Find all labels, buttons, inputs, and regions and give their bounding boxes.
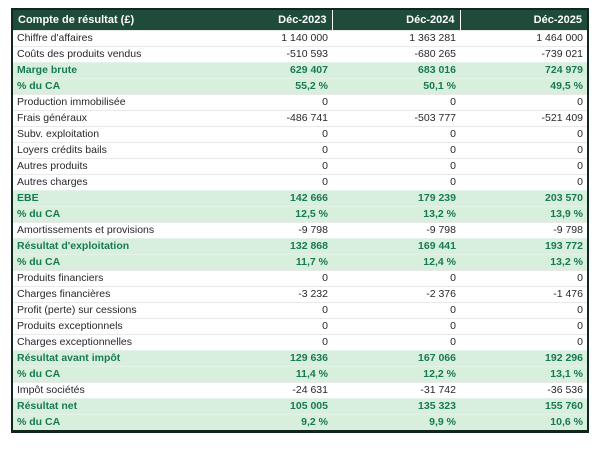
table-row bbox=[12, 94, 588, 110]
row-value: 0 bbox=[460, 142, 588, 158]
row-value: 0 bbox=[460, 302, 588, 318]
table-row bbox=[12, 126, 588, 142]
row-value: 0 bbox=[460, 174, 588, 190]
row-value: 169 441 bbox=[332, 238, 460, 254]
row-value: -510 593 bbox=[204, 46, 332, 62]
row-value: 12,4 % bbox=[332, 254, 460, 270]
row-label: % du CA bbox=[12, 78, 204, 94]
row-value: 0 bbox=[332, 94, 460, 110]
row-value: 0 bbox=[460, 126, 588, 142]
row-label: % du CA bbox=[12, 366, 204, 382]
row-label: Résultat net bbox=[12, 398, 204, 414]
row-value: 12,5 % bbox=[204, 206, 332, 222]
row-label: Autres produits bbox=[12, 158, 204, 174]
row-value: 0 bbox=[204, 158, 332, 174]
row-value: 0 bbox=[460, 334, 588, 350]
table-row bbox=[12, 78, 588, 94]
row-label: Marge brute bbox=[12, 62, 204, 78]
table-row bbox=[12, 334, 588, 350]
row-label: Résultat d'exploitation bbox=[12, 238, 204, 254]
row-value: -24 631 bbox=[204, 382, 332, 398]
row-value: 105 005 bbox=[204, 398, 332, 414]
table-row bbox=[12, 270, 588, 286]
table-row bbox=[12, 414, 588, 431]
row-label: Charges financières bbox=[12, 286, 204, 302]
row-label: Amortissements et provisions bbox=[12, 222, 204, 238]
row-value: 55,2 % bbox=[204, 78, 332, 94]
table-row bbox=[12, 174, 588, 190]
row-label: Profit (perte) sur cessions bbox=[12, 302, 204, 318]
table-row bbox=[12, 302, 588, 318]
row-value: -9 798 bbox=[204, 222, 332, 238]
row-label: % du CA bbox=[12, 254, 204, 270]
row-value: -486 741 bbox=[204, 110, 332, 126]
row-value: 132 868 bbox=[204, 238, 332, 254]
row-value: 13,9 % bbox=[460, 206, 588, 222]
table-row bbox=[12, 238, 588, 254]
row-label: Impôt sociétés bbox=[12, 382, 204, 398]
header-row bbox=[12, 9, 588, 30]
row-value: 9,2 % bbox=[204, 414, 332, 431]
row-value: 0 bbox=[204, 174, 332, 190]
row-value: 193 772 bbox=[460, 238, 588, 254]
row-value: -739 021 bbox=[460, 46, 588, 62]
row-value: 0 bbox=[332, 158, 460, 174]
row-value: 49,5 % bbox=[460, 78, 588, 94]
table-row bbox=[12, 398, 588, 414]
row-value: 0 bbox=[204, 318, 332, 334]
row-value: -9 798 bbox=[332, 222, 460, 238]
row-value: -521 409 bbox=[460, 110, 588, 126]
row-label: Frais généraux bbox=[12, 110, 204, 126]
row-value: 192 296 bbox=[460, 350, 588, 366]
table-title: Compte de résultat (£) bbox=[12, 9, 204, 30]
table-row bbox=[12, 286, 588, 302]
row-label: Autres charges bbox=[12, 174, 204, 190]
table-row bbox=[12, 110, 588, 126]
row-label: % du CA bbox=[12, 414, 204, 431]
table-row bbox=[12, 142, 588, 158]
column-header-dec-2024: Déc-2024 bbox=[332, 9, 460, 30]
row-value: 155 760 bbox=[460, 398, 588, 414]
row-value: 50,1 % bbox=[332, 78, 460, 94]
row-value: 1 363 281 bbox=[332, 30, 460, 46]
table-row bbox=[12, 222, 588, 238]
table-row bbox=[12, 318, 588, 334]
row-label: Produits financiers bbox=[12, 270, 204, 286]
row-label: Chiffre d'affaires bbox=[12, 30, 204, 46]
row-value: 724 979 bbox=[460, 62, 588, 78]
row-value: 12,2 % bbox=[332, 366, 460, 382]
row-value: 0 bbox=[204, 334, 332, 350]
table-row bbox=[12, 30, 588, 46]
table-row bbox=[12, 254, 588, 270]
row-label: Coûts des produits vendus bbox=[12, 46, 204, 62]
row-value: 0 bbox=[332, 270, 460, 286]
table-row bbox=[12, 206, 588, 222]
income-statement-panel bbox=[11, 8, 589, 433]
table-row bbox=[12, 62, 588, 78]
row-value: 0 bbox=[204, 302, 332, 318]
table-body bbox=[12, 30, 588, 431]
row-value: 0 bbox=[460, 158, 588, 174]
table-row bbox=[12, 350, 588, 366]
row-value: -9 798 bbox=[460, 222, 588, 238]
column-header-dec-2023: Déc-2023 bbox=[204, 9, 332, 30]
row-value: 0 bbox=[460, 270, 588, 286]
row-label: Résultat avant impôt bbox=[12, 350, 204, 366]
row-label: Loyers crédits bails bbox=[12, 142, 204, 158]
row-value: 179 239 bbox=[332, 190, 460, 206]
row-value: 135 323 bbox=[332, 398, 460, 414]
table-row bbox=[12, 46, 588, 62]
row-value: 167 066 bbox=[332, 350, 460, 366]
row-value: -503 777 bbox=[332, 110, 460, 126]
row-value: 683 016 bbox=[332, 62, 460, 78]
row-value: -1 476 bbox=[460, 286, 588, 302]
row-value: 0 bbox=[460, 94, 588, 110]
table-row bbox=[12, 158, 588, 174]
row-value: -31 742 bbox=[332, 382, 460, 398]
row-value: 0 bbox=[204, 142, 332, 158]
row-value: 129 636 bbox=[204, 350, 332, 366]
row-value: 0 bbox=[460, 318, 588, 334]
row-label: % du CA bbox=[12, 206, 204, 222]
row-value: 1 140 000 bbox=[204, 30, 332, 46]
row-value: 9,9 % bbox=[332, 414, 460, 431]
row-value: 142 666 bbox=[204, 190, 332, 206]
row-label: EBE bbox=[12, 190, 204, 206]
row-value: 0 bbox=[332, 126, 460, 142]
row-value: -2 376 bbox=[332, 286, 460, 302]
row-value: 203 570 bbox=[460, 190, 588, 206]
table-row bbox=[12, 382, 588, 398]
row-label: Production immobilisée bbox=[12, 94, 204, 110]
row-value: -3 232 bbox=[204, 286, 332, 302]
row-label: Subv. exploitation bbox=[12, 126, 204, 142]
row-value: 0 bbox=[332, 142, 460, 158]
table-row bbox=[12, 366, 588, 382]
row-value: 0 bbox=[332, 302, 460, 318]
row-value: 10,6 % bbox=[460, 414, 588, 431]
row-value: 0 bbox=[204, 270, 332, 286]
row-value: -680 265 bbox=[332, 46, 460, 62]
row-value: 0 bbox=[204, 126, 332, 142]
row-value: 0 bbox=[204, 94, 332, 110]
row-value: 629 407 bbox=[204, 62, 332, 78]
row-value: 1 464 000 bbox=[460, 30, 588, 46]
column-header-dec-2025: Déc-2025 bbox=[460, 9, 588, 30]
row-value: 0 bbox=[332, 174, 460, 190]
table-header bbox=[12, 9, 588, 30]
table-row bbox=[12, 190, 588, 206]
row-value: 11,7 % bbox=[204, 254, 332, 270]
row-label: Produits exceptionnels bbox=[12, 318, 204, 334]
row-value: 11,4 % bbox=[204, 366, 332, 382]
row-value: 13,2 % bbox=[460, 254, 588, 270]
row-value: 0 bbox=[332, 334, 460, 350]
row-value: 13,1 % bbox=[460, 366, 588, 382]
row-value: 0 bbox=[332, 318, 460, 334]
row-value: -36 536 bbox=[460, 382, 588, 398]
row-value: 13,2 % bbox=[332, 206, 460, 222]
income-statement-table bbox=[11, 8, 589, 433]
row-label: Charges exceptionnelles bbox=[12, 334, 204, 350]
